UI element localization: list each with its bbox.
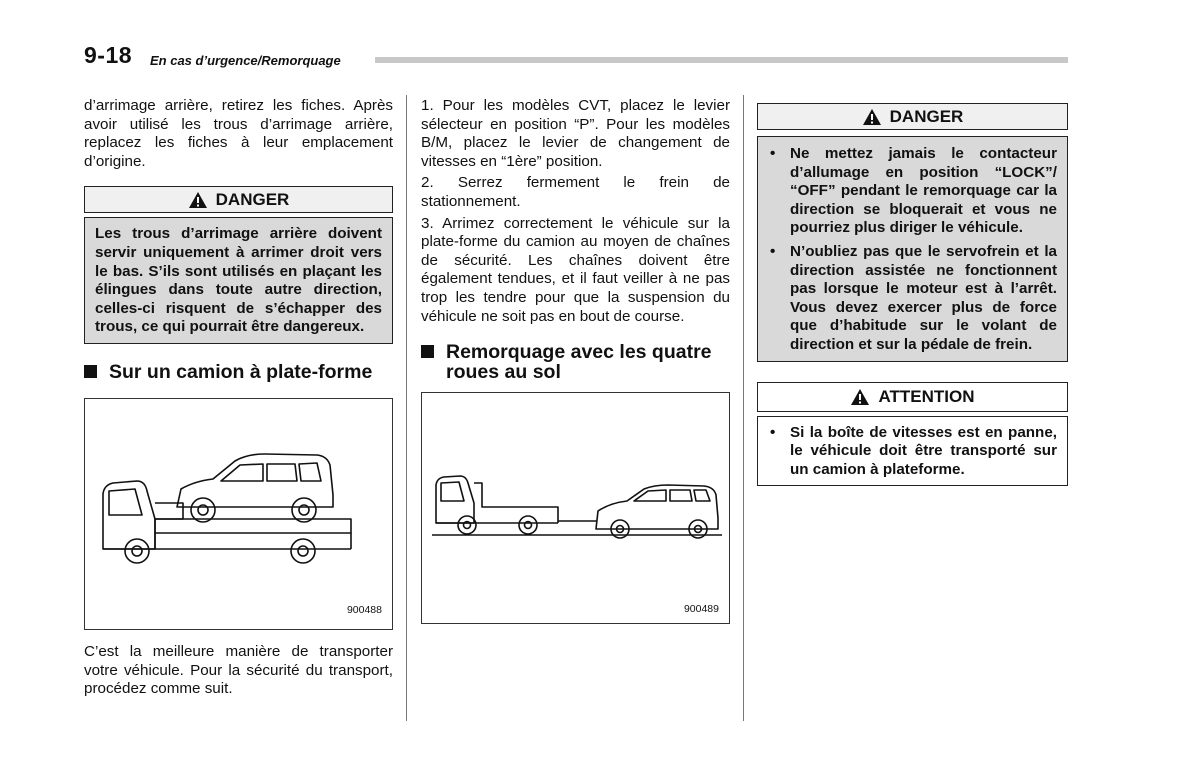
- danger-box: [84, 186, 393, 344]
- warning-triangle-icon: [862, 108, 882, 126]
- header-rule: [375, 57, 1068, 63]
- bullet-dot-icon: •: [770, 423, 776, 441]
- column-right: [757, 103, 1068, 486]
- list-item: • N’oubliez pas que le servofrein et la direction assistée ne fonctionnent pas lorsque le moteur est à l’arrêt. Vous devez exercer plus de force que d’habitude sur le volant de direction et sur la pédale de frein.: [770, 242, 1057, 353]
- figure-four-wheel-towing: [421, 392, 730, 624]
- page-number: 9-18: [84, 42, 133, 68]
- danger-header: [84, 186, 393, 213]
- danger-title: DANGER: [215, 189, 290, 209]
- danger-body: [757, 136, 1068, 362]
- flatbed-truck-illustration: [85, 399, 392, 629]
- attention-body: [757, 416, 1068, 487]
- list-item: • Ne mettez jamais le contacteur d’allumage en position “LOCK”/ “OFF” pendant le remorquage car la direction se bloquerait et vous ne pourriez plus diriger le véhicule.: [770, 145, 1057, 237]
- column-divider: [743, 95, 744, 721]
- section-heading-text: Remorquage avec les quatre roues au sol: [446, 341, 712, 384]
- warning-triangle-icon: [850, 388, 870, 406]
- bullet-dot-icon: •: [770, 242, 776, 260]
- attention-box: [757, 382, 1068, 487]
- warning-triangle-icon: [188, 191, 208, 209]
- column-middle: [421, 97, 730, 624]
- column-divider: [406, 95, 407, 721]
- intro-paragraph: d’arrimage arrière, retirez les fiches. Après avoir utilisé les trous d’arrimage arrière, replacez les fiches à leur emplacement d’origine.: [84, 97, 393, 170]
- list-item: • Si la boîte de vitesses est en panne, le véhicule doit être transporté sur un camion à plateforme.: [770, 423, 1057, 478]
- attention-header: [757, 382, 1068, 412]
- step-2: 2. Serrez fermement le frein de stationnement.: [421, 174, 730, 210]
- section-heading: [421, 342, 730, 382]
- danger-title: DANGER: [889, 106, 964, 126]
- section-square-icon: [421, 345, 434, 358]
- step-3: 3. Arrimez correctement le véhicule sur la plate-forme du camion au moyen de chaînes de sécurité. Les chaînes doivent être également tendues, et il faut veiller à ne pas trop les tendre pour que la suspension du véhicule ne soit pas en bout de course.: [421, 214, 730, 325]
- danger-header: [757, 103, 1068, 130]
- section-heading: [84, 362, 393, 382]
- section-title: En cas d’urgence/Remorquage: [150, 53, 341, 68]
- step-1: 1. Pour les modèles CVT, placez le levier sélecteur en position “P”. Pour les modèles B/M, placez le levier de changement de vitesses en “1ère” position.: [421, 97, 730, 170]
- four-wheel-towing-illustration: [422, 393, 729, 623]
- figure-flatbed-truck: [84, 398, 393, 630]
- attention-title: ATTENTION: [878, 386, 975, 406]
- figure-id: 900488: [346, 603, 382, 616]
- danger-body: Les trous d’arrimage arrière doivent servir uniquement à arrimer droit vers le bas. S’ils sont utilisés en plaçant les élingues dans toute autre direction, celles-ci risquent de s’échapper des trous, ce qui pourrait être dangereux.: [84, 217, 393, 344]
- column-left: [84, 97, 393, 699]
- figure-id: 900489: [683, 603, 719, 616]
- danger-box: [757, 103, 1068, 362]
- section-heading-text: Sur un camion à plate-forme: [109, 360, 373, 383]
- section-square-icon: [84, 365, 97, 378]
- bullet-dot-icon: •: [770, 145, 776, 162]
- outro-paragraph: C’est la meilleure manière de transporter votre véhicule. Pour la sécurité du transport, procédez comme suit.: [84, 642, 393, 698]
